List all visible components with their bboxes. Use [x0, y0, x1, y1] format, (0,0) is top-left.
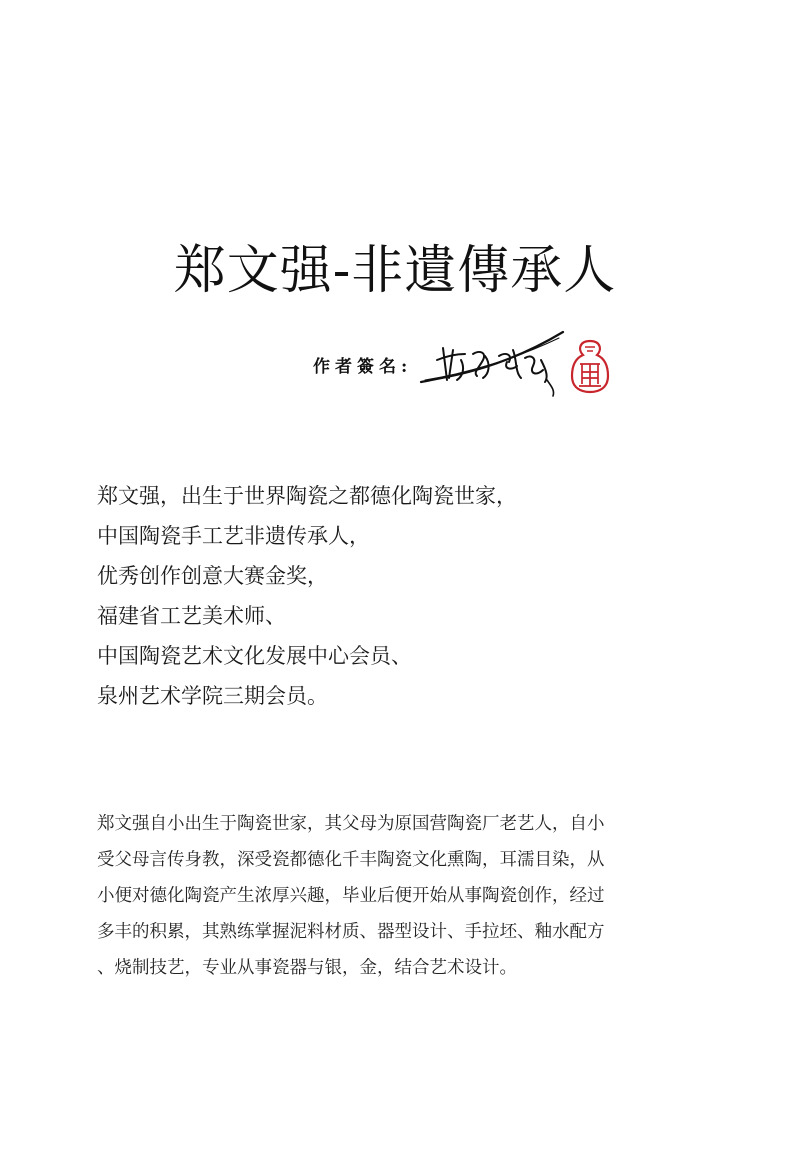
description-line: 小便对德化陶瓷产生浓厚兴趣，毕业后便开始从事陶瓷创作，经过: [97, 886, 605, 906]
description-line: 、烧制技艺，专业从事瓷器与银，金，结合艺术设计。: [97, 958, 517, 978]
bio-line: 泉州艺术学院三期会员。: [97, 684, 328, 708]
handwritten-signature: [413, 320, 573, 410]
description-paragraph: [97, 806, 697, 986]
description-line: 多丰的积累，其熟练掌握泥料材质、器型设计、手拉坯、釉水配方: [97, 922, 605, 942]
bio-line: 优秀创作创意大赛金奖，: [97, 564, 328, 588]
bio-line: 郑文强，出生于世界陶瓷之都德化陶瓷世家，: [97, 484, 517, 508]
signature-label: 作者簽名:: [313, 357, 413, 377]
page-title: 郑文强-非遺傳承人: [173, 241, 617, 301]
bio-line: 中国陶瓷艺术文化发展中心会员、: [97, 644, 412, 668]
bio-line: 中国陶瓷手工艺非遗传承人，: [97, 524, 370, 548]
biography-list: [97, 476, 737, 716]
description-line: 郑文强自小出生于陶瓷世家，其父母为原国营陶瓷厂老艺人，自小: [97, 814, 605, 834]
bio-line: 福建省工艺美术师、: [97, 604, 286, 628]
description-line: 受父母言传身教，深受瓷都德化千丰陶瓷文化熏陶，耳濡目染，从: [97, 850, 605, 870]
red-seal-stamp: [569, 338, 611, 394]
author-signature-block: [313, 320, 633, 410]
